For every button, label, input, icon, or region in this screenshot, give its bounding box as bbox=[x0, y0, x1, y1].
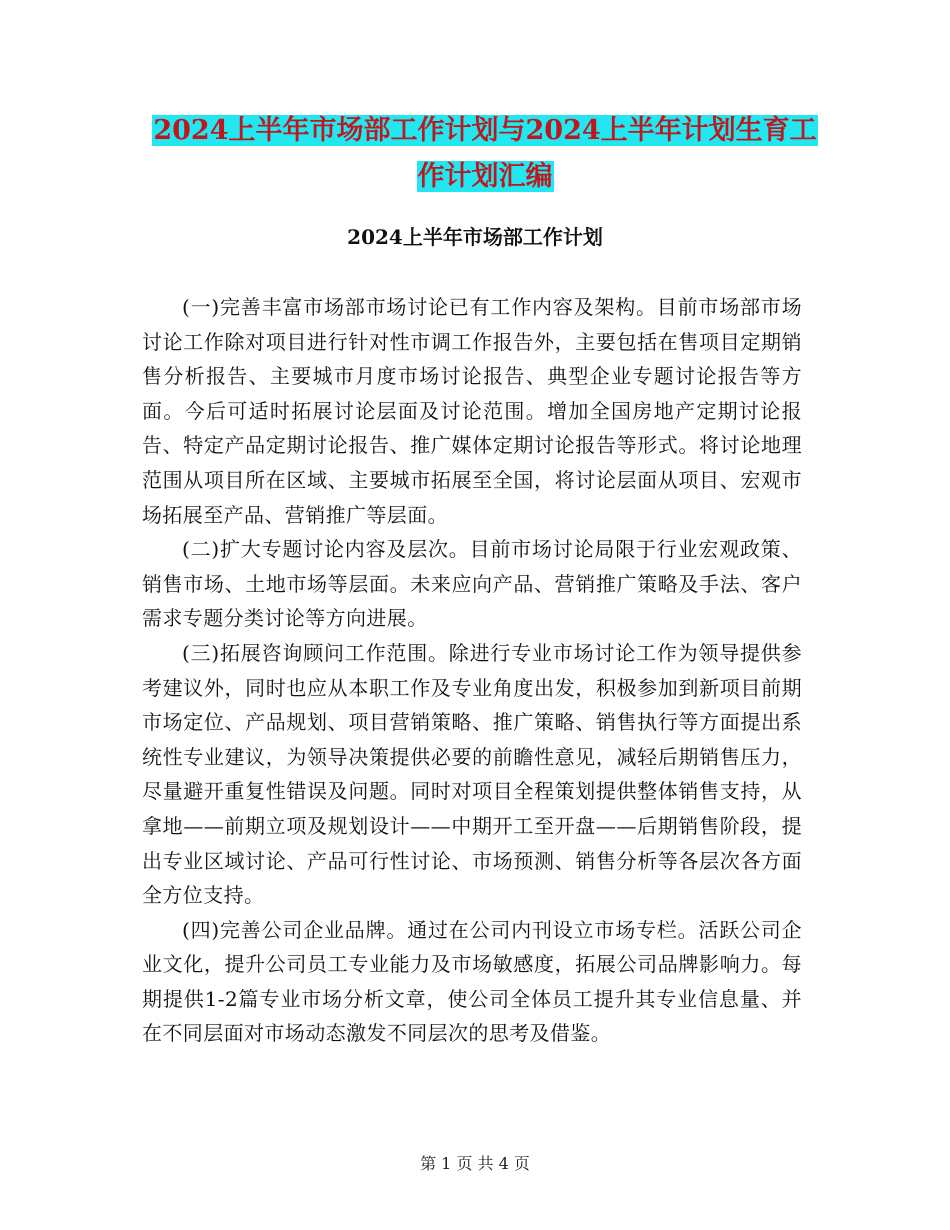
document-title bbox=[140, 108, 830, 200]
document-body bbox=[142, 290, 802, 1051]
page-footer: 第 1 页 共 4 页 bbox=[420, 1154, 530, 1173]
section-title: 2024上半年市场部工作计划 bbox=[347, 225, 603, 249]
document-title-line2: 作计划汇编 bbox=[417, 161, 553, 192]
paragraph-4: (四)完善公司企业品牌。通过在公司内刊设立市场专栏。活跃公司企业文化，提升公司员工专业能力及市场敏感度，拓展公司品牌影响力。每期提供1-2篇专业市场分析文章，使公司全体员工提升其专业信息量、并在不同层面对市场动态激发不同层次的思考及借鉴。 bbox=[142, 917, 802, 1046]
paragraph-1: (一)完善丰富市场部市场讨论已有工作内容及架构。目前市场部市场讨论工作除对项目进行针对性市调工作报告外，主要包括在售项目定期销售分析报告、主要城市月度市场讨论报告、典型企业专题讨论报告等方面。今后可适时拓展讨论层面及讨论范围。增加全国房地产定期讨论报告、特定产品定期讨论报告、推广媒体定期讨论报告等形式。将讨论地理范围从项目所在区域、主要城市拓展至全国，将讨论层面从项目、宏观市场拓展至产品、营销推广等层面。 bbox=[142, 295, 802, 527]
document-title-line1: 2024上半年市场部工作计划与2024上半年计划生育工 bbox=[153, 115, 817, 146]
paragraph-2: (二)扩大专题讨论内容及层次。目前市场讨论局限于行业宏观政策、销售市场、土地市场等层面。未来应向产品、营销推广策略及手法、客户需求专题分类讨论等方向进展。 bbox=[142, 537, 802, 631]
paragraph-3: (三)拓展咨询顾问工作范围。除进行专业市场讨论工作为领导提供参考建议外，同时也应从本职工作及专业角度出发，积极参加到新项目前期市场定位、产品规划、项目营销策略、推广策略、销售执行等方面提出系统性专业建议，为领导决策提供必要的前瞻性意见，减轻后期销售压力，尽量避开重复性错误及问题。同时对项目全程策划提供整体销售支持，从拿地——前期立项及规划设计——中期开工至开盘——后期销售阶段，提出专业区域讨论、产品可行性讨论、市场预测、销售分析等各层次各方面全方位支持。 bbox=[142, 640, 802, 908]
